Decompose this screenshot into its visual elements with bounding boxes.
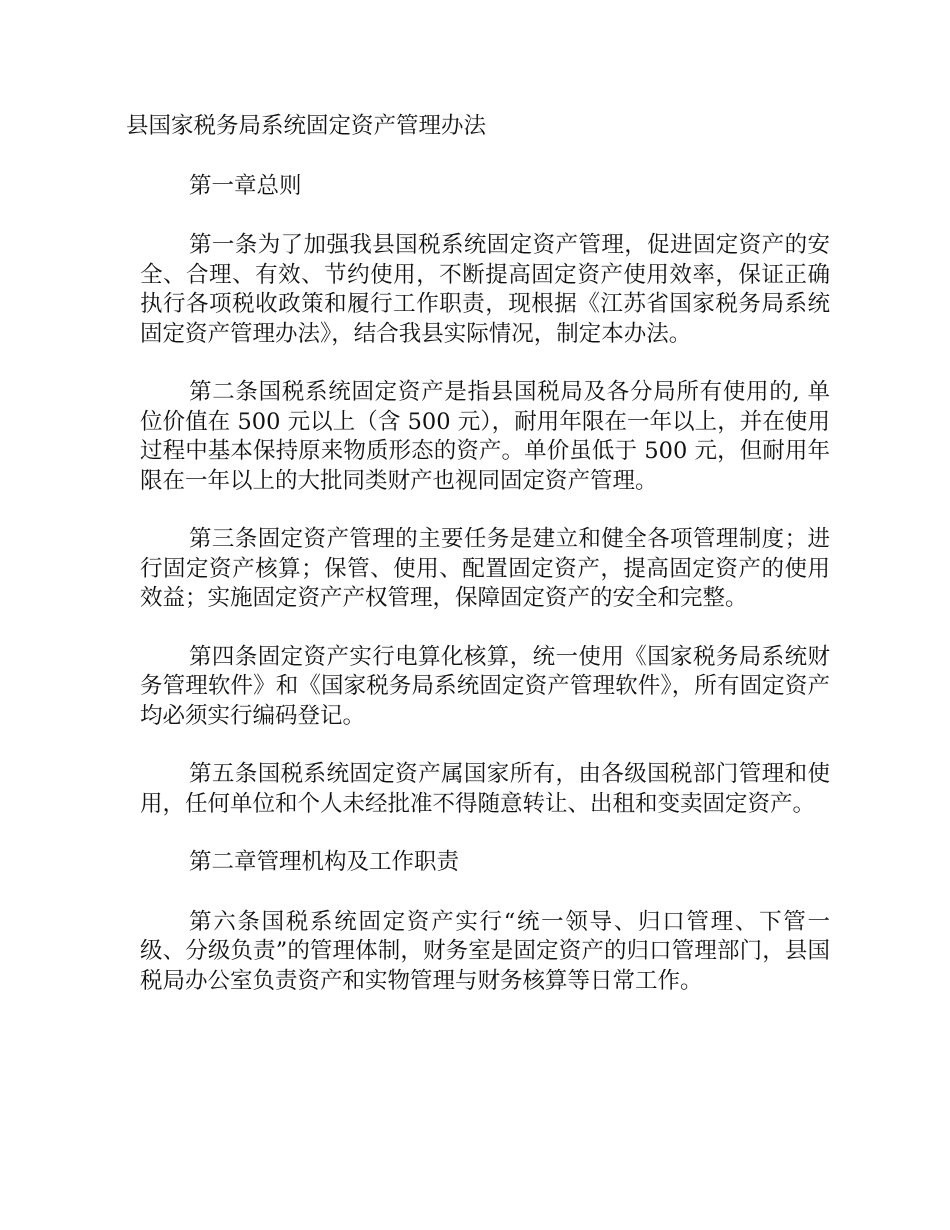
article-3: 第三条固定资产管理的主要任务是建立和健全各项管理制度；进行固定资产核算；保管、使用、配置固定资产，提高固定资产的使用效益；实施固定资产产权管理，保障固定资产的安全和完整。 bbox=[140, 526, 830, 611]
article-6: 第六条国税系统固定资产实行“统一领导、归口管理、下管一级、分级负责”的管理体制，财务室是固定资产的归口管理部门，县国税局办公室负责资产和实物管理与财务核算等日常工作。 bbox=[140, 908, 830, 994]
article-2: 第二条国税系统固定资产是指县国税局及各分局所有使用的, 单位价值在 500 元以上（含 500 元），耐用年限在一年以上，并在使用过程中基本保持原来物质形态的资产。单价虽低于 500 元，但耐用年限在一年以上的大批同类财产也视同固定资产管理。 bbox=[140, 379, 830, 494]
chapter-heading-2: 第二章管理机构及工作职责 bbox=[189, 849, 460, 875]
article-5: 第五条国税系统固定资产属国家所有，由各级国税部门管理和使用，任何单位和个人未经批准不得随意转让、出租和变卖固定资产。 bbox=[140, 761, 830, 817]
article-1: 第一条为了加强我县国税系统固定资产管理，促进固定资产的安全、合理、有效、节约使用，不断提高固定资产使用效率，保证正确执行各项税收政策和履行工作职责，现根据《江苏省国家税务局系统固定资产管理办法》，结合我县实际情况，制定本办法。 bbox=[140, 232, 830, 347]
article-4: 第四条固定资产实行电算化核算，统一使用《国家税务局系统财务管理软件》和《国家税务局系统固定资产管理软件》，所有固定资产均必须实行编码登记。 bbox=[140, 643, 830, 729]
chapter-heading-1: 第一章总则 bbox=[189, 172, 302, 199]
document-body bbox=[126, 112, 830, 1025]
document-title: 县国家税务局系统固定资产管理办法 bbox=[126, 113, 487, 139]
